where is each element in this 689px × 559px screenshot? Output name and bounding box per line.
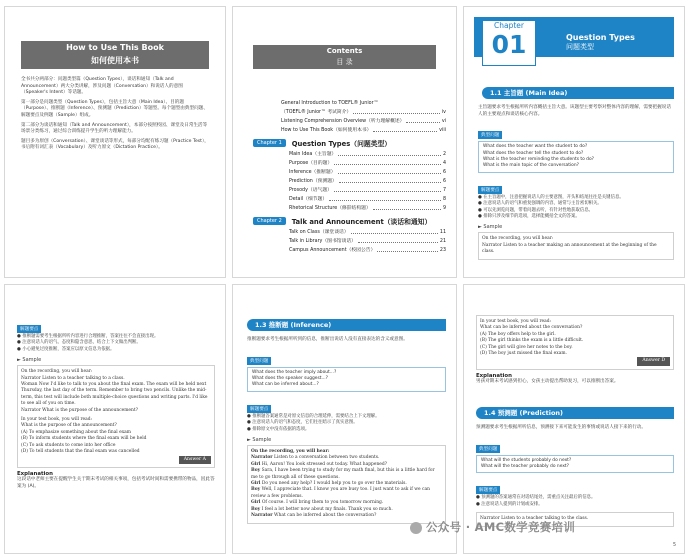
sample-line: Narrator Listen to a teacher talking to the class. xyxy=(480,516,589,522)
tip-item: ● 注意说话人的语气和态度，它们往往暗示了真实意图。 xyxy=(247,420,358,426)
tip-item: ● 推断题答案通常是对原文信息的合理延伸，需要结合上下文理解。 xyxy=(247,413,380,419)
dialog-speaker: Girl xyxy=(251,461,261,467)
chapter-title: Talk and Announcement（谈话和通知） xyxy=(291,218,432,226)
page6-section-body xyxy=(476,425,674,527)
typical-question: What will the teacher probably do next? xyxy=(481,464,569,469)
typical-questions-box xyxy=(478,141,674,173)
page-number: 5 xyxy=(672,543,676,548)
sample-line: Woman Now I'd like to talk to you about the final exam. The exam will be held next Thursday, the last day of the term. Remember to bring two pencils. Unlike the mid-term, this test will include both multiple-choice questions and writing parts. I'd like to see all of you on time. xyxy=(21,382,208,407)
sample-line: On the recording, you will hear: xyxy=(482,236,554,242)
dialog-speaker: Girl xyxy=(251,481,261,487)
typical-question-tag: 典型问题 xyxy=(478,131,502,139)
watermark xyxy=(410,519,575,535)
contents-title-zh: 目 录 xyxy=(336,58,353,66)
typical-question: What will the students probably do next? xyxy=(481,457,572,463)
chapter-pill: Chapter 2 xyxy=(253,217,286,225)
toc-entry-label: （TOEFL® Junior™ 考试简介） xyxy=(281,110,352,115)
dialog-text: Listen to a conversation between two students. xyxy=(274,455,380,461)
toc-entry-page: 6 xyxy=(442,170,446,175)
chapter-heading[interactable] xyxy=(253,216,446,226)
typical-question-tag: 典型问题 xyxy=(247,357,271,365)
toc-entry-label: General Introduction to TOEFL® Junior™ xyxy=(281,101,379,106)
dialog-text: I feel a lot better now about my finals. Thank you so much. xyxy=(261,506,393,512)
sample-heading: ► Sample xyxy=(17,357,42,364)
answer-badge: Answer D xyxy=(637,357,670,365)
toc-entry-page: 23 xyxy=(439,248,446,253)
section-heading: 1.3 推断题 (Inference) xyxy=(247,319,446,331)
page1-header xyxy=(21,41,209,69)
tip-item: ● 排除只涉及细节的选项，选择能概括全文的答案。 xyxy=(478,214,580,220)
chapter-number-box xyxy=(482,20,536,66)
tip-item: ● 可以先浏览问题，带着问题去听，有针对性地获取信息。 xyxy=(478,207,593,213)
sample-line: Narrator Listen to a teacher talking to a class. xyxy=(21,375,125,381)
dialog-speaker: Narrator xyxy=(251,455,273,461)
toc-entry-label: How to Use This Book（如何使用本书） xyxy=(281,128,372,133)
dialog-line xyxy=(251,487,442,500)
explanation-text: 男孩对期末考试感到担心，女孩主动提出帮助复习，可以推断出答案。 xyxy=(476,378,619,384)
tips-tag: 解题要点 xyxy=(476,486,500,494)
page1-body xyxy=(21,77,209,155)
dialog-text: What can be inferred about the conversation? xyxy=(274,513,377,519)
toc-entry-page: 8 xyxy=(442,197,446,202)
chapter-banner xyxy=(474,17,674,57)
sample-box xyxy=(476,315,674,370)
dialog-text: Hi, Aaron! You look stressed out today. What happened? xyxy=(261,461,388,467)
typical-questions-box xyxy=(476,455,674,474)
chapter-title-block xyxy=(566,33,635,52)
chapter-word: Chapter xyxy=(494,21,524,30)
dialog-speaker: On the recording, you will hear: xyxy=(251,449,330,455)
sample-line: On the recording, you will hear: xyxy=(21,369,93,375)
typical-question: What does the teacher imply about...? xyxy=(252,369,337,375)
toc-entry-page: 11 xyxy=(439,230,446,235)
wechat-icon xyxy=(410,522,422,534)
answer-option: (A) The boy offers help to the girl. xyxy=(480,331,556,337)
toc-entry[interactable] xyxy=(289,168,446,177)
dialog-speaker: Boy xyxy=(251,487,261,493)
typical-question: What does the teacher want the student to do? xyxy=(483,144,588,150)
section-heading: 1.1 主旨题 (Main Idea) xyxy=(482,87,674,99)
chapter-title: Question Types（问题类型） xyxy=(291,140,392,148)
toc-entry-page: 21 xyxy=(439,239,446,244)
dialog-speaker: Narrator xyxy=(251,513,273,519)
sample-box xyxy=(478,232,674,259)
typical-question: What is the teacher reminding the students to do? xyxy=(483,157,594,162)
toc-entry-page: 4 xyxy=(442,161,446,166)
page-chapter-1 xyxy=(463,6,685,278)
typical-question: What does the speaker suggest...? xyxy=(252,376,329,381)
chapter-pill: Chapter 1 xyxy=(253,139,286,147)
answer-option: (A) To emphasize something about the final exam xyxy=(21,429,131,435)
toc-entry-label: Main Idea（主旨题） xyxy=(289,152,337,157)
page-how-to-use xyxy=(4,6,226,278)
toc-entry-label: Rhetorical Structure（修辞结构题） xyxy=(289,206,371,211)
sample-heading: ► Sample xyxy=(478,224,503,231)
toc-entry-label: Talk in Library（图书馆谈话） xyxy=(289,239,356,244)
tips-tag: 解题要点 xyxy=(247,405,271,413)
toc-entry[interactable] xyxy=(281,126,446,135)
answer-option: (D) To tell students that the final exam was cancelled xyxy=(21,449,140,455)
dialog-box xyxy=(247,445,446,523)
toc-entry-label: Prosody（语气题） xyxy=(289,188,332,193)
dialog-speaker: Girl xyxy=(251,500,261,506)
answer-option: (C) To ask students to come into her office xyxy=(21,442,116,448)
tips-tag: 解题要点 xyxy=(478,186,502,194)
section-heading: 1.4 预测题 (Prediction) xyxy=(476,407,674,419)
toc-entry[interactable] xyxy=(289,150,446,159)
page1-paragraph: 全书共分两部分：问题类型篇（Question Types），谈话和通知（Talk and Announcement）两大分类讲解，涉及问题（Conversation）和说话人的意图（Speaker's Intent）等话题。 xyxy=(21,77,183,96)
page1-title-en: How to Use This Book xyxy=(66,43,164,52)
explanation-heading: Explanation xyxy=(17,470,53,477)
section-intro: 预测题要求考生根据所听信息，预测接下来可能发生的事情或说话人接下来的行动。 xyxy=(476,425,646,430)
tip-item: ● 在主旨题中，注意把握说话人的主要意图，开头和结尾往往是关键信息。 xyxy=(478,194,624,200)
answer-option: (C) The girl will give her notes to the boy. xyxy=(480,344,573,350)
sample-line: Narrator Listen to a teacher making an announcement at the beginning of the class. xyxy=(482,242,657,255)
page6-body xyxy=(476,315,674,385)
page4-body xyxy=(17,315,215,490)
explanation-text: 这段话中老师主要在提醒学生关于期末考试的相关事项，包括考试时间和需要携带的物品，因此答案为 (A)。 xyxy=(17,476,215,489)
toc-entry-label: Detail（细节题） xyxy=(289,197,328,202)
toc-entry[interactable] xyxy=(281,108,446,117)
dialog-text: Of course. I will bring them to you tomorrow morning. xyxy=(261,500,384,506)
section-intro: 主旨题要求考生根据所听内容概括主旨大意。该题型主要考察对整体内容的理解，需要把握说话人的主要观点和谈话核心内容。 xyxy=(478,105,671,117)
chapter-title-zh: 问题类型 xyxy=(566,43,594,51)
sample-heading: ► Sample xyxy=(247,437,272,444)
contents-title-en: Contents xyxy=(326,47,363,55)
toc-entry-label: Prediction（预测题） xyxy=(289,179,337,184)
chapter-heading[interactable] xyxy=(253,138,446,148)
toc-entry-label: Talk on Class（课堂谈话） xyxy=(289,230,349,235)
explanation-heading: Explanation xyxy=(476,372,512,379)
toc-entry[interactable] xyxy=(289,186,446,195)
answer-option: (B) To inform students where the final exam will be held xyxy=(21,436,147,442)
section-intro: 推断题要求考生根据所听到的信息，推断出说话人没有直接表达的含义或意图。 xyxy=(247,337,408,342)
tips-tag: 解题要点 xyxy=(17,325,41,333)
toc-entry[interactable] xyxy=(281,117,446,126)
dialog-text: Well, I appreciate that. I know you are busy too. I just want to ask if we can review a few problems. xyxy=(251,487,430,499)
page-inference xyxy=(232,284,457,554)
toc-entry[interactable] xyxy=(289,246,446,255)
tip-item: ● 小心避免过度推断，答案应以原文信息为依据。 xyxy=(17,346,115,352)
dialog-text: Do you need any help? I would help you to go over the materials. xyxy=(261,481,407,487)
answer-option: (B) The girl thinks the exam is a little difficult. xyxy=(480,338,584,344)
toc-entry[interactable] xyxy=(289,228,446,237)
toc-entry[interactable] xyxy=(289,237,446,246)
answer-option: (D) The boy just missed the final exam. xyxy=(480,351,567,357)
sample-box xyxy=(17,365,215,468)
tip-item: ● 推断题需要考生根据所听内容进行合理推断，答案往往不会直接出现。 xyxy=(17,334,159,339)
sample-line: In your test book, you will read: xyxy=(21,417,93,423)
tip-item: ● 注意说话人提到的计划或安排。 xyxy=(476,501,543,507)
watermark-text: 公众号 · AMC数学竞赛培训 xyxy=(426,520,576,534)
typical-question: What is the main topic of the conversation? xyxy=(483,163,579,169)
section-body xyxy=(478,105,674,260)
toc-entry-page: 9 xyxy=(442,206,446,211)
typical-question: What can be inferred about...? xyxy=(252,382,319,388)
typical-question: What does the teacher tell the student to do? xyxy=(483,150,584,156)
page1-paragraph: 第一部分是问题类型（Question Types），包括主旨大意（Main Idea）、目的题（Purpose）、推断题（Inference）、预测题（Prediction）等题型。每个题型由典型问题、解题要点及例题（Sample）组成。 xyxy=(21,99,208,118)
toc-entry[interactable] xyxy=(289,195,446,204)
sample-line: What can be inferred about the conversation? xyxy=(480,325,583,331)
toc-entry-page: 7 xyxy=(442,188,446,193)
sample-line: Narrator What is the purpose of the announcement? xyxy=(21,407,138,413)
tip-item: ● 注意说话人的语气、态度和隐含意思，结合上下文做出判断。 xyxy=(17,340,141,346)
dialog-speaker: Boy xyxy=(251,468,261,474)
tip-item: ● 排除原文中没有依据的选项。 xyxy=(247,426,310,432)
tip-item: ● 注意说话人的语气和重复强调的内容，通常与主旨密切相关。 xyxy=(478,201,602,207)
dialog-line xyxy=(251,468,442,481)
toc-entry-label: Campus Announcement（校园公告） xyxy=(289,248,376,253)
toc-entry-page: vi xyxy=(441,119,446,124)
chapter-title-en: Question Types xyxy=(566,33,635,42)
answer-badge: Answer A xyxy=(179,456,211,464)
page5-body xyxy=(247,337,446,524)
dialog-speaker: Boy xyxy=(251,506,261,512)
toc-entry-label: Listening Comprehension Overview（听力理解概述） xyxy=(281,119,405,124)
toc-entry-page: iv xyxy=(441,110,446,115)
toc-entry[interactable] xyxy=(281,99,446,108)
toc-entry[interactable] xyxy=(289,159,446,168)
tip-item: ● 预测题的答案通常在对话结尾处，需重点关注最后的信息。 xyxy=(476,495,596,501)
sample-line: What is the purpose of the announcement? xyxy=(21,423,117,429)
page1-paragraph: 第二部分为谈话和通知（Talk and Announcement），本部分按照校园、课堂及日常生活等场景分类练习，通过综合训练提升学生的听力理解能力。 xyxy=(21,122,208,135)
sample-line: In your test book, you will read: xyxy=(480,319,552,324)
typical-questions-box xyxy=(247,367,446,392)
page-sample-explanation xyxy=(4,284,226,554)
dialog-text: Sara, I have been trying to study for my math final, but this is a little hard for me to go through all of these questions. xyxy=(251,468,435,480)
toc-entry[interactable] xyxy=(289,177,446,186)
page-prediction xyxy=(463,284,685,554)
page1-paragraph: 题目多为原创（Conversation）、课堂谈话等形式，每部分均配有练习题（Practice Test），书后附有词汇表（Vocabulary）及听力原文（Dictation Practice）。 xyxy=(21,138,209,151)
table-of-contents xyxy=(257,99,446,255)
toc-entry-label: Inference（推断题） xyxy=(289,170,336,175)
chapter-number: 01 xyxy=(491,30,527,59)
contents-header xyxy=(253,45,436,69)
typical-question-tag: 典型问题 xyxy=(476,445,500,453)
toc-entry-page: 6 xyxy=(442,179,446,184)
toc-entry-label: Purpose（目的题） xyxy=(289,161,333,166)
toc-entry[interactable] xyxy=(289,204,446,213)
toc-entry-page: 2 xyxy=(442,152,446,157)
page1-title-zh: 如何使用本书 xyxy=(91,56,139,65)
page-contents xyxy=(232,6,457,278)
toc-entry-page: viii xyxy=(439,128,446,133)
